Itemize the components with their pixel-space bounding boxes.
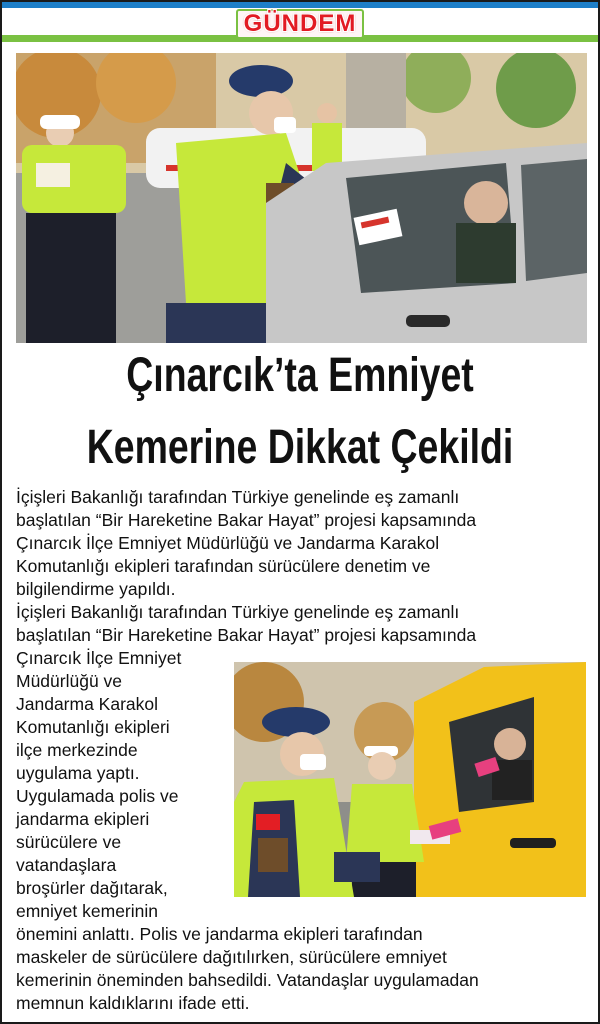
article-line: Müdürlüğü ve (16, 671, 123, 691)
article-line: ilçe merkezinde (16, 740, 138, 760)
article-line: kemerinin öneminden bahsedildi. Vatandaşlar uygulamadan (16, 970, 479, 990)
article-line: emniyet kemerinin (16, 901, 158, 921)
top-photo (16, 53, 587, 343)
article-line: Uygulamada polis ve (16, 786, 179, 806)
article-line: Çınarcık İlçe Emniyet (16, 648, 182, 668)
article-line: maskeler de sürücülere dağıtılırken, sürücülere emniyet (16, 947, 447, 967)
article-line: Jandarma Karakol (16, 694, 159, 714)
article-line: bilgilendirme yapıldı. (16, 579, 176, 599)
bottom-photo (234, 662, 586, 897)
headline-line-1: Çınarcık’ta Emniyet (126, 349, 474, 402)
bottom-photo-illustration (234, 662, 586, 897)
article-line: memnun kaldıklarını ifade etti. (16, 993, 250, 1013)
article-line: başlatılan “Bir Hareketine Bakar Hayat” projesi kapsamında (16, 625, 477, 645)
article-line: Komutanlığı ekipleri tarafından sürücülere denetim ve (16, 556, 431, 576)
article-line: Komutanlığı ekipleri (16, 717, 170, 737)
article-line: Çınarcık İlçe Emniyet Müdürlüğü ve Jandarma Karakol (16, 533, 440, 553)
headline-line-2: Kemerine Dikkat Çekildi (86, 421, 514, 474)
article-line: başlatılan “Bir Hareketine Bakar Hayat” projesi kapsamında (16, 510, 477, 530)
article-line: sürücülere ve (16, 832, 122, 852)
article-line: İçişleri Bakanlığı tarafından Türkiye genelinde eş zamanlı (16, 602, 460, 622)
section-banner (2, 2, 598, 42)
section-title: GÜNDEM (236, 9, 365, 39)
article-line: İçişleri Bakanlığı tarafından Türkiye genelinde eş zamanlı (16, 487, 460, 507)
article-line: broşürler dağıtarak, (16, 878, 168, 898)
article-line: önemini anlattı. Polis ve jandarma ekipleri tarafından (16, 924, 423, 944)
top-photo-illustration (16, 53, 587, 343)
article-line: vatandaşlara (16, 855, 117, 875)
article-line: jandarma ekipleri (16, 809, 150, 829)
article-line: uygulama yaptı. (16, 763, 140, 783)
